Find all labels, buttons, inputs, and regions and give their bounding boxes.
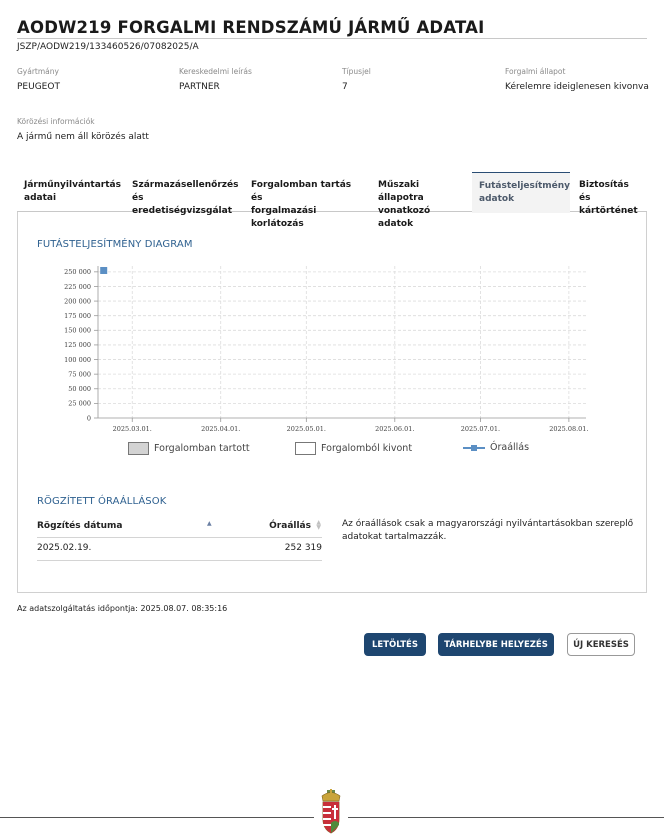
legend-odometer [463, 442, 529, 453]
y-tick-label: 100 000 [64, 355, 91, 364]
trade-label: Kereskedelmi leírás [179, 67, 252, 76]
y-tick-label: 125 000 [64, 341, 91, 350]
x-tick-label: 2025.06.01. [375, 425, 415, 433]
x-tick-label: 2025.05.01. [286, 425, 326, 433]
footer-divider-left [0, 817, 314, 818]
page-title: AODW219 FORGALMI RENDSZÁMÚ JÁRMŰ ADATAI [17, 18, 485, 37]
legend-odometer-marker [463, 443, 485, 453]
sort-asc-icon[interactable]: ▲ [207, 520, 212, 527]
mileage-chart [26, 258, 596, 438]
y-tick-label: 175 000 [64, 311, 91, 320]
diagram-title: FUTÁSTELJESÍTMÉNY DIAGRAM [37, 239, 193, 250]
manufacturer-value: PEUGEOT [17, 82, 60, 92]
legend-in-service-swatch [128, 442, 149, 455]
tab-registry[interactable]: Járműnyilvántartás adatai [24, 180, 121, 203]
download-button[interactable]: LETÖLTÉS [364, 633, 426, 656]
col-odometer-header[interactable]: Óraállás [269, 521, 311, 531]
tab-technical[interactable]: Műszaki állapotra vonatkozó adatok [378, 180, 431, 229]
x-tick-label: 2025.08.01. [549, 425, 589, 433]
wanted-label: Körözési információk [17, 117, 95, 126]
y-tick-label: 225 000 [64, 282, 91, 291]
records-header-row [37, 516, 322, 538]
y-tick-label: 150 000 [64, 326, 91, 335]
manufacturer-label: Gyártmány [17, 67, 59, 76]
y-tick-label: 25 000 [68, 399, 91, 408]
wanted-field [17, 117, 149, 142]
legend-odometer-label: Óraállás [490, 442, 530, 453]
tab-mileage[interactable]: Futásteljesítmény adatok [472, 172, 570, 213]
legend-withdrawn [295, 442, 412, 455]
x-tick-label: 2025.07.01. [460, 425, 501, 433]
footer-divider-right [348, 817, 664, 818]
title-divider [17, 38, 647, 39]
query-identifier: JSZP/AODW219/133460526/07082025/A [17, 42, 199, 52]
record-value: 252 319 [284, 543, 322, 553]
new-search-button[interactable]: ÚJ KERESÉS [567, 633, 635, 656]
legend-in-service [128, 442, 250, 455]
y-tick-label: 0 [86, 414, 91, 423]
records-title: RÖGZÍTETT ÓRAÁLLÁSOK [37, 496, 167, 507]
y-tick-label: 75 000 [68, 370, 91, 379]
manufacturer-field [17, 67, 60, 92]
trade-value: PARTNER [179, 82, 220, 92]
records-note: Az óraállások csak a magyarországi nyilvántartásokban szereplő adatokat tartalmazzák. [342, 519, 634, 542]
col-date-header[interactable]: Rögzítés dátuma [37, 521, 123, 531]
y-tick-label: 50 000 [68, 385, 91, 394]
legend-in-service-label: Forgalomban tartott [154, 443, 250, 454]
table-row [37, 538, 322, 561]
records-table [37, 516, 322, 561]
tab-restrictions[interactable]: Forgalomban tartás és forgalmazási korlátozás [251, 180, 352, 229]
legend-withdrawn-swatch [295, 442, 316, 455]
store-button[interactable]: TÁRHELYBE HELYEZÉS [438, 633, 554, 656]
sort-both-icon[interactable]: ▲ ▼ [316, 519, 321, 531]
chart-legend [128, 442, 548, 458]
tab-bar [17, 172, 647, 229]
status-field [505, 67, 649, 92]
tab-origin-check[interactable]: Származásellenőrzés és eredetiségvizsgálat [132, 180, 239, 216]
record-date: 2025.02.19. [37, 543, 92, 553]
wanted-value: A jármű nem áll körözés alatt [17, 132, 149, 142]
trade-field [179, 67, 252, 92]
coat-of-arms-icon [318, 789, 344, 835]
status-label: Forgalmi állapot [505, 67, 566, 76]
type-label: Típusjel [342, 67, 371, 76]
y-tick-label: 250 000 [64, 268, 91, 277]
type-field [342, 67, 371, 92]
y-tick-label: 200 000 [64, 297, 91, 306]
data-timestamp: Az adatszolgáltatás időpontja: 2025.08.07. 08:35:16 [17, 604, 228, 613]
tab-insurance[interactable]: Biztosítás és kártörténet [579, 180, 638, 216]
type-value: 7 [342, 82, 348, 92]
legend-withdrawn-label: Forgalomból kivont [321, 443, 413, 454]
x-tick-label: 2025.03.01. [112, 425, 152, 433]
odometer-point [100, 267, 107, 274]
x-tick-label: 2025.04.01. [201, 425, 241, 433]
status-value: Kérelemre ideiglenesen kivonva [505, 82, 649, 92]
